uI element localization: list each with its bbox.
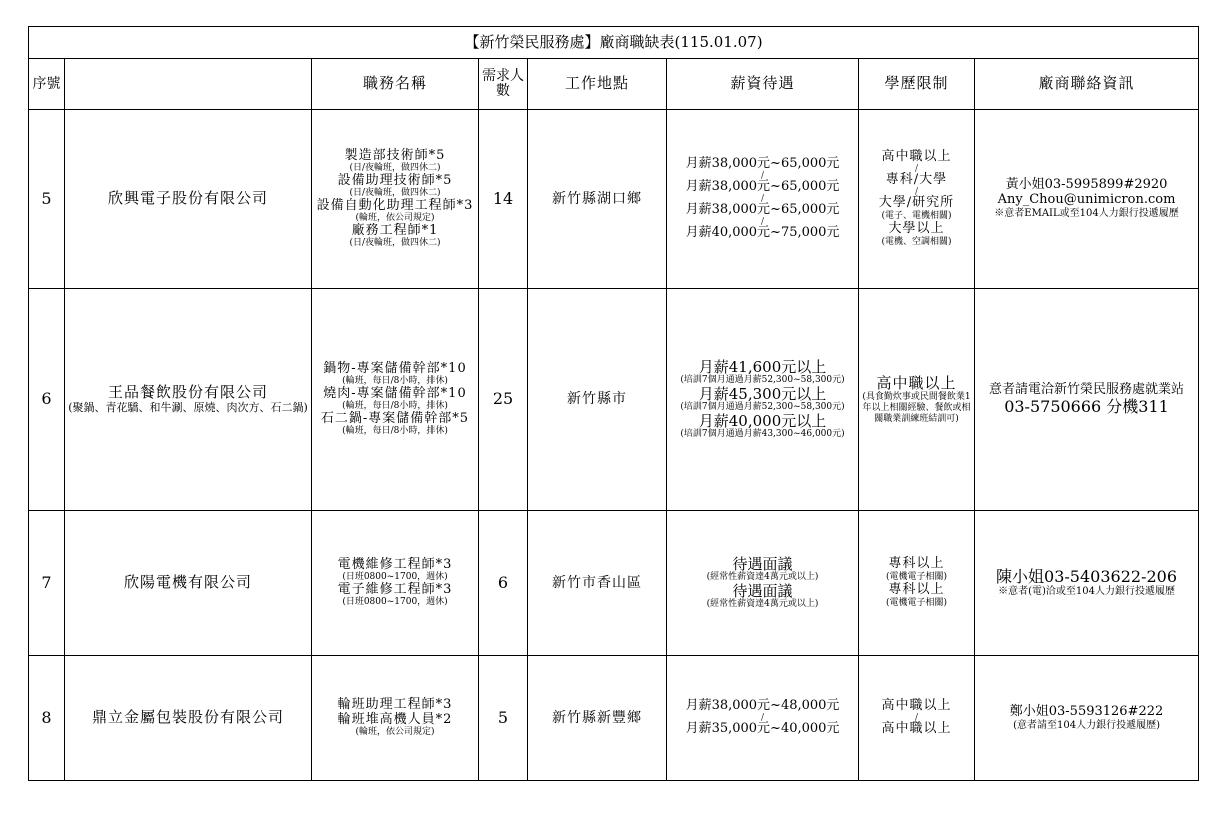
contact-phone: 黃小姐03-5995899#2920 bbox=[1005, 177, 1168, 193]
company-brands: (聚鍋、青花驕、和牛涮、原燒、肉次方、石二鍋) bbox=[68, 401, 308, 415]
education-line: 高中職以上 bbox=[881, 149, 952, 165]
contact-email[interactable]: Any_Chou@unimicron.com bbox=[997, 192, 1176, 208]
job-note: (輪班，每日/8小時，排休) bbox=[342, 425, 448, 436]
contact-phone: 鄭小姐03-5593126#222 bbox=[1009, 703, 1164, 719]
job-title: 電子維修工程師*3 bbox=[337, 582, 453, 597]
job-note: (日/夜輪班，做四休二) bbox=[349, 237, 441, 248]
salary-line: 月薪38,000元~65,000元 bbox=[685, 155, 840, 171]
education-cell bbox=[859, 656, 975, 781]
row-seq: 7 bbox=[29, 511, 65, 656]
job-title: 燒肉-專案儲備幹部*10 bbox=[323, 386, 467, 402]
salary-note: (經常性薪資達4萬元或以上) bbox=[706, 599, 819, 610]
job-note: (日班0800~1700，週休) bbox=[342, 596, 448, 607]
education-line: 高中職以上 bbox=[881, 721, 952, 737]
job-title: 廠務工程師*1 bbox=[351, 222, 439, 238]
education-line: 專科/大學 bbox=[885, 172, 948, 188]
salary-line: 月薪40,000元以上 bbox=[698, 412, 827, 431]
salary-separator: / bbox=[760, 193, 765, 204]
company-name bbox=[65, 511, 312, 656]
salary-note: (經常性薪資達4萬元或以上) bbox=[706, 572, 819, 583]
job-cell bbox=[312, 511, 479, 656]
salary-cell bbox=[667, 656, 859, 781]
table-row bbox=[29, 656, 1199, 781]
job-note: (輪班，依公司規定) bbox=[355, 726, 435, 737]
header-seq: 序號 bbox=[29, 59, 65, 110]
education-note: (電機、空調相關) bbox=[881, 236, 952, 247]
row-seq: 6 bbox=[29, 289, 65, 511]
education-line: 專科以上 bbox=[888, 582, 945, 597]
education-line: 高中職以上 bbox=[876, 373, 957, 392]
salary-line: 月薪38,000元~48,000元 bbox=[685, 698, 840, 714]
salary-line: 月薪35,000元~40,000元 bbox=[685, 721, 840, 737]
company-name-text: 欣興電子股份有限公司 bbox=[107, 189, 268, 208]
education-line: 大學以上 bbox=[888, 221, 945, 237]
company-name bbox=[65, 289, 312, 511]
header-education: 學歷限制 bbox=[859, 59, 975, 110]
header-row bbox=[29, 59, 1199, 110]
education-note: (電機電子相關) bbox=[885, 597, 948, 608]
contact-cell bbox=[975, 289, 1199, 511]
contact-phone: 03-5750666 分機311 bbox=[1004, 396, 1169, 416]
header-contact: 廠商聯絡資訊 bbox=[975, 59, 1199, 110]
row-seq: 5 bbox=[29, 110, 65, 289]
job-note: (輪班，每日/8小時，排休) bbox=[342, 401, 448, 412]
job-title: 石二鍋-專案儲備幹部*5 bbox=[320, 410, 470, 426]
contact-note: ※意者EMAIL或至104人力銀行投遞履歷 bbox=[994, 208, 1179, 220]
education-line: 專科以上 bbox=[888, 556, 945, 572]
header-job: 職務名稱 bbox=[312, 59, 479, 110]
job-note: (日/夜輪班，做四休二) bbox=[349, 188, 441, 199]
salary-note: (培訓7個月通過月薪43,300~46,000元) bbox=[680, 429, 845, 440]
job-vacancy-table bbox=[28, 26, 1199, 781]
job-title: 輪班堆高機人員*2 bbox=[337, 712, 453, 728]
salary-line: 月薪40,000元~75,000元 bbox=[685, 225, 840, 241]
row-seq: 8 bbox=[29, 656, 65, 781]
company-name bbox=[65, 656, 312, 781]
company-name-text: 欣陽電機有限公司 bbox=[123, 573, 252, 592]
contact-note: ※意者(電)洽或至104人力銀行投遞履歷 bbox=[998, 586, 1175, 598]
job-title: 設備助理技術師*5 bbox=[337, 173, 453, 189]
contact-cell bbox=[975, 110, 1199, 289]
salary-line: 待遇面議 bbox=[732, 554, 793, 573]
job-title: 輪班助理工程師*3 bbox=[337, 697, 453, 713]
education-note: (電機電子相關) bbox=[885, 572, 948, 583]
salary-cell bbox=[667, 289, 859, 511]
table-row bbox=[29, 289, 1199, 511]
header-company bbox=[65, 59, 312, 110]
table-row bbox=[29, 511, 1199, 656]
work-location: 新竹縣新豐鄉 bbox=[528, 656, 667, 781]
education-line: 高中職以上 bbox=[881, 698, 952, 714]
table-row bbox=[29, 110, 1199, 289]
salary-separator: / bbox=[760, 170, 765, 181]
education-note: (電子、電機相關) bbox=[881, 211, 952, 222]
job-cell bbox=[312, 656, 479, 781]
headcount: 14 bbox=[479, 110, 528, 289]
salary-line: 月薪41,600元以上 bbox=[698, 357, 827, 376]
education-cell bbox=[859, 289, 975, 511]
salary-separator: / bbox=[760, 712, 765, 723]
salary-cell bbox=[667, 511, 859, 656]
header-count: 需求人數 bbox=[479, 59, 528, 110]
contact-note: (意者請至104人力銀行投遞履歷) bbox=[1013, 719, 1160, 731]
job-note: (輪班，每日/8小時，排休) bbox=[342, 376, 448, 387]
salary-separator: / bbox=[760, 216, 765, 227]
salary-note: (培訓7個月通過月薪52,300~58,300元) bbox=[680, 402, 845, 413]
job-note: (日班0800~1700，週休) bbox=[342, 572, 448, 583]
header-location: 工作地點 bbox=[528, 59, 667, 110]
work-location: 新竹市香山區 bbox=[528, 511, 667, 656]
headcount: 6 bbox=[479, 511, 528, 656]
job-note: (輪班，依公司規定) bbox=[355, 212, 435, 223]
education-cell bbox=[859, 110, 975, 289]
contact-cell bbox=[975, 511, 1199, 656]
headcount: 5 bbox=[479, 656, 528, 781]
contact-note: 意者請電洽新竹榮民服務處就業站 bbox=[989, 381, 1185, 397]
company-name bbox=[65, 110, 312, 289]
company-name-text: 鼎立金屬包裝股份有限公司 bbox=[91, 708, 284, 727]
job-title: 製造部技術師*5 bbox=[344, 148, 446, 164]
salary-line: 月薪38,000元~65,000元 bbox=[685, 202, 840, 218]
job-cell bbox=[312, 110, 479, 289]
education-note: (具食勤炊事或民間餐飲業1年以上相關經驗、餐飲或相關職業訓練班結訓可) bbox=[862, 391, 971, 424]
table-title: 【新竹榮民服務處】廠商職缺表(115.01.07) bbox=[29, 27, 1199, 59]
salary-line: 待遇面議 bbox=[732, 582, 793, 600]
education-separator: / bbox=[914, 712, 919, 723]
job-note: (日/夜輪班，做四休二) bbox=[349, 163, 441, 174]
work-location: 新竹縣市 bbox=[528, 289, 667, 511]
salary-line: 月薪45,300元以上 bbox=[698, 384, 827, 403]
header-salary: 薪資待遇 bbox=[667, 59, 859, 110]
work-location: 新竹縣湖口鄉 bbox=[528, 110, 667, 289]
job-title: 電機維修工程師*3 bbox=[337, 557, 453, 573]
salary-cell bbox=[667, 110, 859, 289]
education-cell bbox=[859, 511, 975, 656]
job-cell bbox=[312, 289, 479, 511]
contact-cell bbox=[975, 656, 1199, 781]
company-name-text: 王品餐飲股份有限公司 bbox=[107, 383, 268, 401]
headcount: 25 bbox=[479, 289, 528, 511]
education-separator: / bbox=[914, 187, 919, 198]
contact-phone: 陳小姐03-5403622-206 bbox=[996, 567, 1178, 587]
salary-note: (培訓7個月通過月薪52,300~58,300元) bbox=[680, 375, 845, 386]
education-line: 大學/研究所 bbox=[878, 195, 955, 211]
job-title: 鍋物-專案儲備幹部*10 bbox=[323, 361, 467, 377]
education-separator: / bbox=[914, 164, 919, 175]
salary-line: 月薪38,000元~65,000元 bbox=[685, 179, 840, 195]
job-title: 設備自動化助理工程師*3 bbox=[316, 198, 474, 213]
